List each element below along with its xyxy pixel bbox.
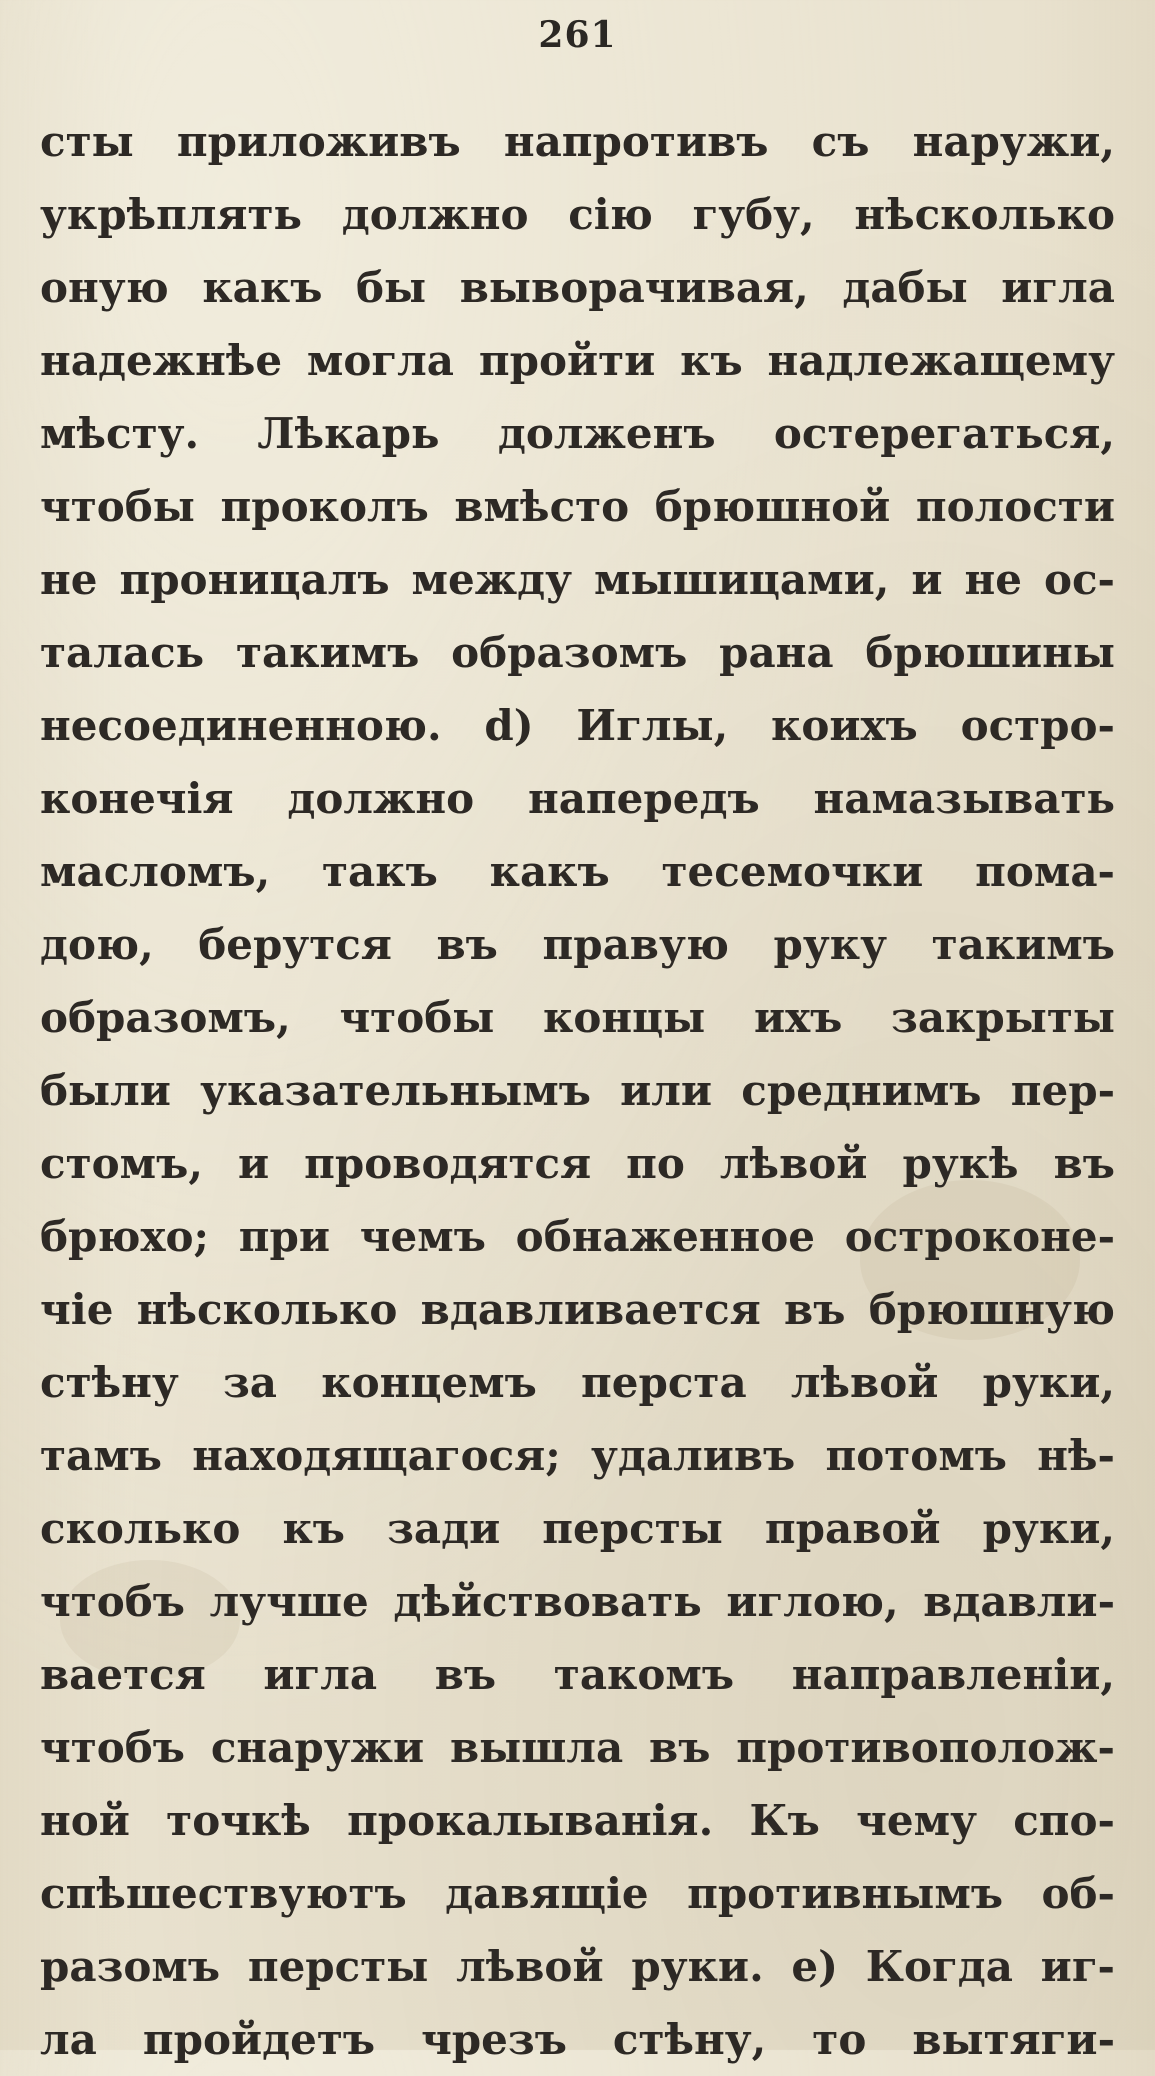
text-line: были указательнымъ или среднимъ пер- bbox=[40, 1066, 1115, 1115]
text-line: чтобъ снаружи вышла въ противополож- bbox=[40, 1723, 1115, 1772]
text-line: ной точкѣ прокалыванія. Къ чему спо- bbox=[40, 1796, 1115, 1845]
text-line: стомъ, и проводятся по лѣвой рукѣ въ bbox=[40, 1139, 1115, 1188]
text-line: стѣну за концемъ перста лѣвой руки, bbox=[40, 1358, 1115, 1407]
text-line: разомъ персты лѣвой руки. е) Когда иг- bbox=[40, 1942, 1115, 1991]
text-line: талась такимъ образомъ рана брюшины bbox=[40, 628, 1115, 677]
text-line: вается игла въ такомъ направленіи, bbox=[40, 1650, 1115, 1699]
text-line: не проницалъ между мышицами, и не ос- bbox=[40, 555, 1115, 604]
text-line: масломъ, такъ какъ тесемочки пома- bbox=[40, 847, 1115, 896]
text-line: образомъ, чтобы концы ихъ закрыты bbox=[40, 993, 1115, 1042]
text-line: брюхо; при чемъ обнаженное остроконе- bbox=[40, 1212, 1115, 1261]
text-line: ла пройдетъ чрезъ стѣну, то вытяги- bbox=[40, 2015, 1115, 2064]
text-line: укрѣплять должно сію губу, нѣсколько bbox=[40, 190, 1115, 239]
text-line: чтобы проколъ вмѣсто брюшной полости bbox=[40, 482, 1115, 531]
text-line: спѣшествуютъ давящіе противнымъ об- bbox=[40, 1869, 1115, 1918]
text-line: сты приложивъ напротивъ съ наружи, bbox=[40, 117, 1115, 166]
text-line: оную какъ бы выворачивая, дабы игла bbox=[40, 263, 1115, 312]
text-line: чтобъ лучше дѣйствовать иглою, вдавли- bbox=[40, 1577, 1115, 1626]
text-line: мѣсту. Лѣкарь долженъ остерегаться, bbox=[40, 409, 1115, 458]
text-line: сколько къ зади персты правой руки, bbox=[40, 1504, 1115, 1553]
page-number: 261 bbox=[538, 14, 617, 56]
text-line: дою, берутся въ правую руку такимъ bbox=[40, 920, 1115, 969]
text-line: несоединенною. d) Иглы, коихъ остро- bbox=[40, 701, 1115, 750]
text-line: чіе нѣсколько вдавливается въ брюшную bbox=[40, 1285, 1115, 1334]
text-line: тамъ находящагося; удаливъ потомъ нѣ- bbox=[40, 1431, 1115, 1480]
text-line: надежнѣе могла пройти къ надлежащему bbox=[40, 336, 1115, 385]
text-line: конечія должно напередъ намазывать bbox=[40, 774, 1115, 823]
body-text bbox=[40, 105, 1115, 2076]
